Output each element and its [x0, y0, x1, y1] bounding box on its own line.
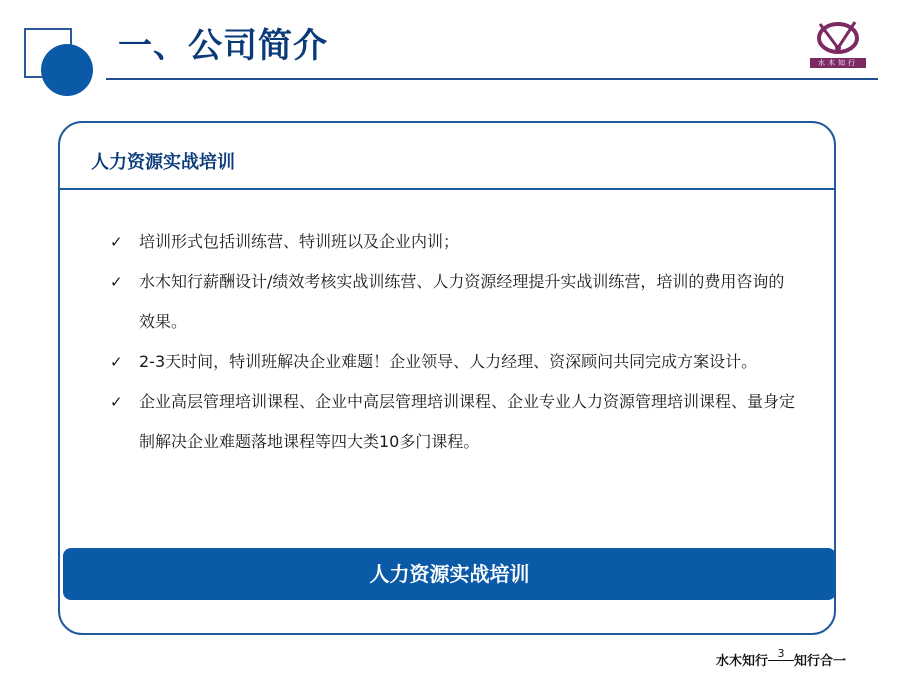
check-icon: ✓	[110, 273, 123, 291]
list-item	[110, 382, 800, 462]
panel-title: 人力资源实战培训	[91, 152, 235, 173]
footer-right-text: 知行合一	[794, 654, 847, 669]
footer-left-text: 水木知行	[716, 654, 769, 669]
list-item	[110, 222, 800, 262]
list-item	[110, 342, 800, 382]
bullet-text: 培训形式包括训练营、特训班以及企业内训；	[139, 232, 460, 251]
logo-text: 水木知行	[810, 58, 866, 68]
panel-divider	[60, 188, 835, 190]
bullet-text: 水木知行薪酬设计/绩效考核实战训练营、人力资源经理提升实战训练营，培训的费用咨询的效果。	[139, 272, 785, 331]
title-divider	[106, 78, 878, 80]
footer-slogan	[716, 648, 846, 669]
page-number: 3	[768, 648, 794, 661]
bullet-text: 2-3天时间，特训班解决企业难题！企业领导、人力经理、资深顾问共同完成方案设计。	[139, 352, 758, 371]
summary-banner: 人力资源实战培训	[63, 548, 836, 600]
page-title: 一、公司简介	[118, 26, 328, 66]
check-icon: ✓	[110, 353, 123, 371]
list-item	[110, 262, 800, 342]
check-icon: ✓	[110, 393, 123, 411]
bullet-list	[110, 222, 800, 462]
corner-circle-decoration	[41, 44, 93, 96]
bullet-text: 企业高层管理培训课程、企业中高层管理培训课程、企业专业人力资源管理培训课程、量身定制解决企业难题落地课程等四大类10多门课程。	[139, 392, 796, 451]
check-icon: ✓	[110, 233, 123, 251]
